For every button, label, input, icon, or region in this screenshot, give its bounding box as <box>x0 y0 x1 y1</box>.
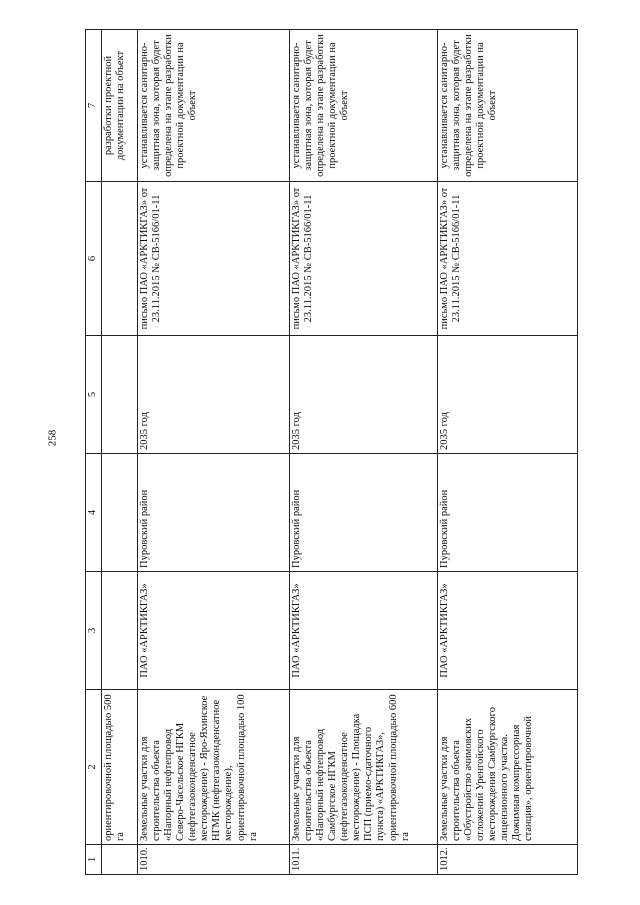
header-cell: 3 <box>86 572 102 690</box>
row-year: 2035 год <box>138 336 290 454</box>
row-number: 1010. <box>138 845 290 875</box>
continuation-note: разработки проектной документации на объект <box>102 30 138 182</box>
row-letter: письмо ПАО «АРКТИКГАЗ» от 23.11.2015 № СВ-5166/01-11 <box>138 182 290 336</box>
table-row <box>138 30 290 875</box>
table-row <box>290 30 438 875</box>
page-number: 258 <box>46 429 59 447</box>
row-note: устанавливается санитарно-защитная зона, которая будет определена на этапе разработки проектной документации на объект <box>290 30 438 182</box>
row-note: устанавливается санитарно-защитная зона, которая будет определена на этапе разработки проектной документации на объект <box>438 30 578 182</box>
row-year: 2035 год <box>438 336 578 454</box>
row-owner: ПАО «АРКТИКГАЗ» <box>438 572 578 690</box>
row-number: 1012. <box>438 845 578 875</box>
row-note: устанавливается санитарно-защитная зона, которая будет определена на этапе разработки проектной документации на объект <box>138 30 290 182</box>
row-description: Земельные участки для строительства объекта «Напорный нефтепровод Северо-Часельское НГКМ (нефтегазоконденсатное месторождение) - Яро-Яхинское НГМК (нефтегазоконденсатное месторождение), ориентировочной площадью 100 га <box>138 690 290 845</box>
rotated-page <box>85 30 590 875</box>
row-owner: ПАО «АРКТИКГАЗ» <box>138 572 290 690</box>
row-district: Пуровский район <box>290 454 438 572</box>
row-year: 2035 год <box>290 336 438 454</box>
row-description: Земельные участки для строительства объекта «Напорный нефтепровод Самбургское НГКМ (нефтегазоконденсатное месторождение) - Площадка ПСП (приемо-сдаточного пункта) «АРКТИКГАЗ», ориентировочной площадью 600 га <box>290 690 438 845</box>
table-row <box>438 30 578 875</box>
header-cell: 7 <box>86 30 102 182</box>
header-cell: 4 <box>86 454 102 572</box>
header-cell: 2 <box>86 690 102 845</box>
row-owner: ПАО «АРКТИКГАЗ» <box>290 572 438 690</box>
row-letter: письмо ПАО «АРКТИКГАЗ» от 23.11.2015 № СВ-5166/01-11 <box>438 182 578 336</box>
row-district: Пуровский район <box>438 454 578 572</box>
header-cell: 1 <box>86 845 102 875</box>
row-number: 1011. <box>290 845 438 875</box>
register-table <box>85 29 578 875</box>
row-letter: письмо ПАО «АРКТИКГАЗ» от 23.11.2015 № СВ-5166/01-11 <box>290 182 438 336</box>
continuation-description: ориентировочной площадью 500 га <box>102 690 138 845</box>
table-header-row <box>86 30 102 875</box>
header-cell: 6 <box>86 182 102 336</box>
row-district: Пуровский район <box>138 454 290 572</box>
row-description: Земельные участки для строительства объекта «Обустройство ачимовских отложений Уренгойского месторождения Самбургского лицензионного участка. Дожимная компрессорная станция», ориентировочной <box>438 690 578 845</box>
continuation-row <box>102 30 138 875</box>
header-cell: 5 <box>86 336 102 454</box>
